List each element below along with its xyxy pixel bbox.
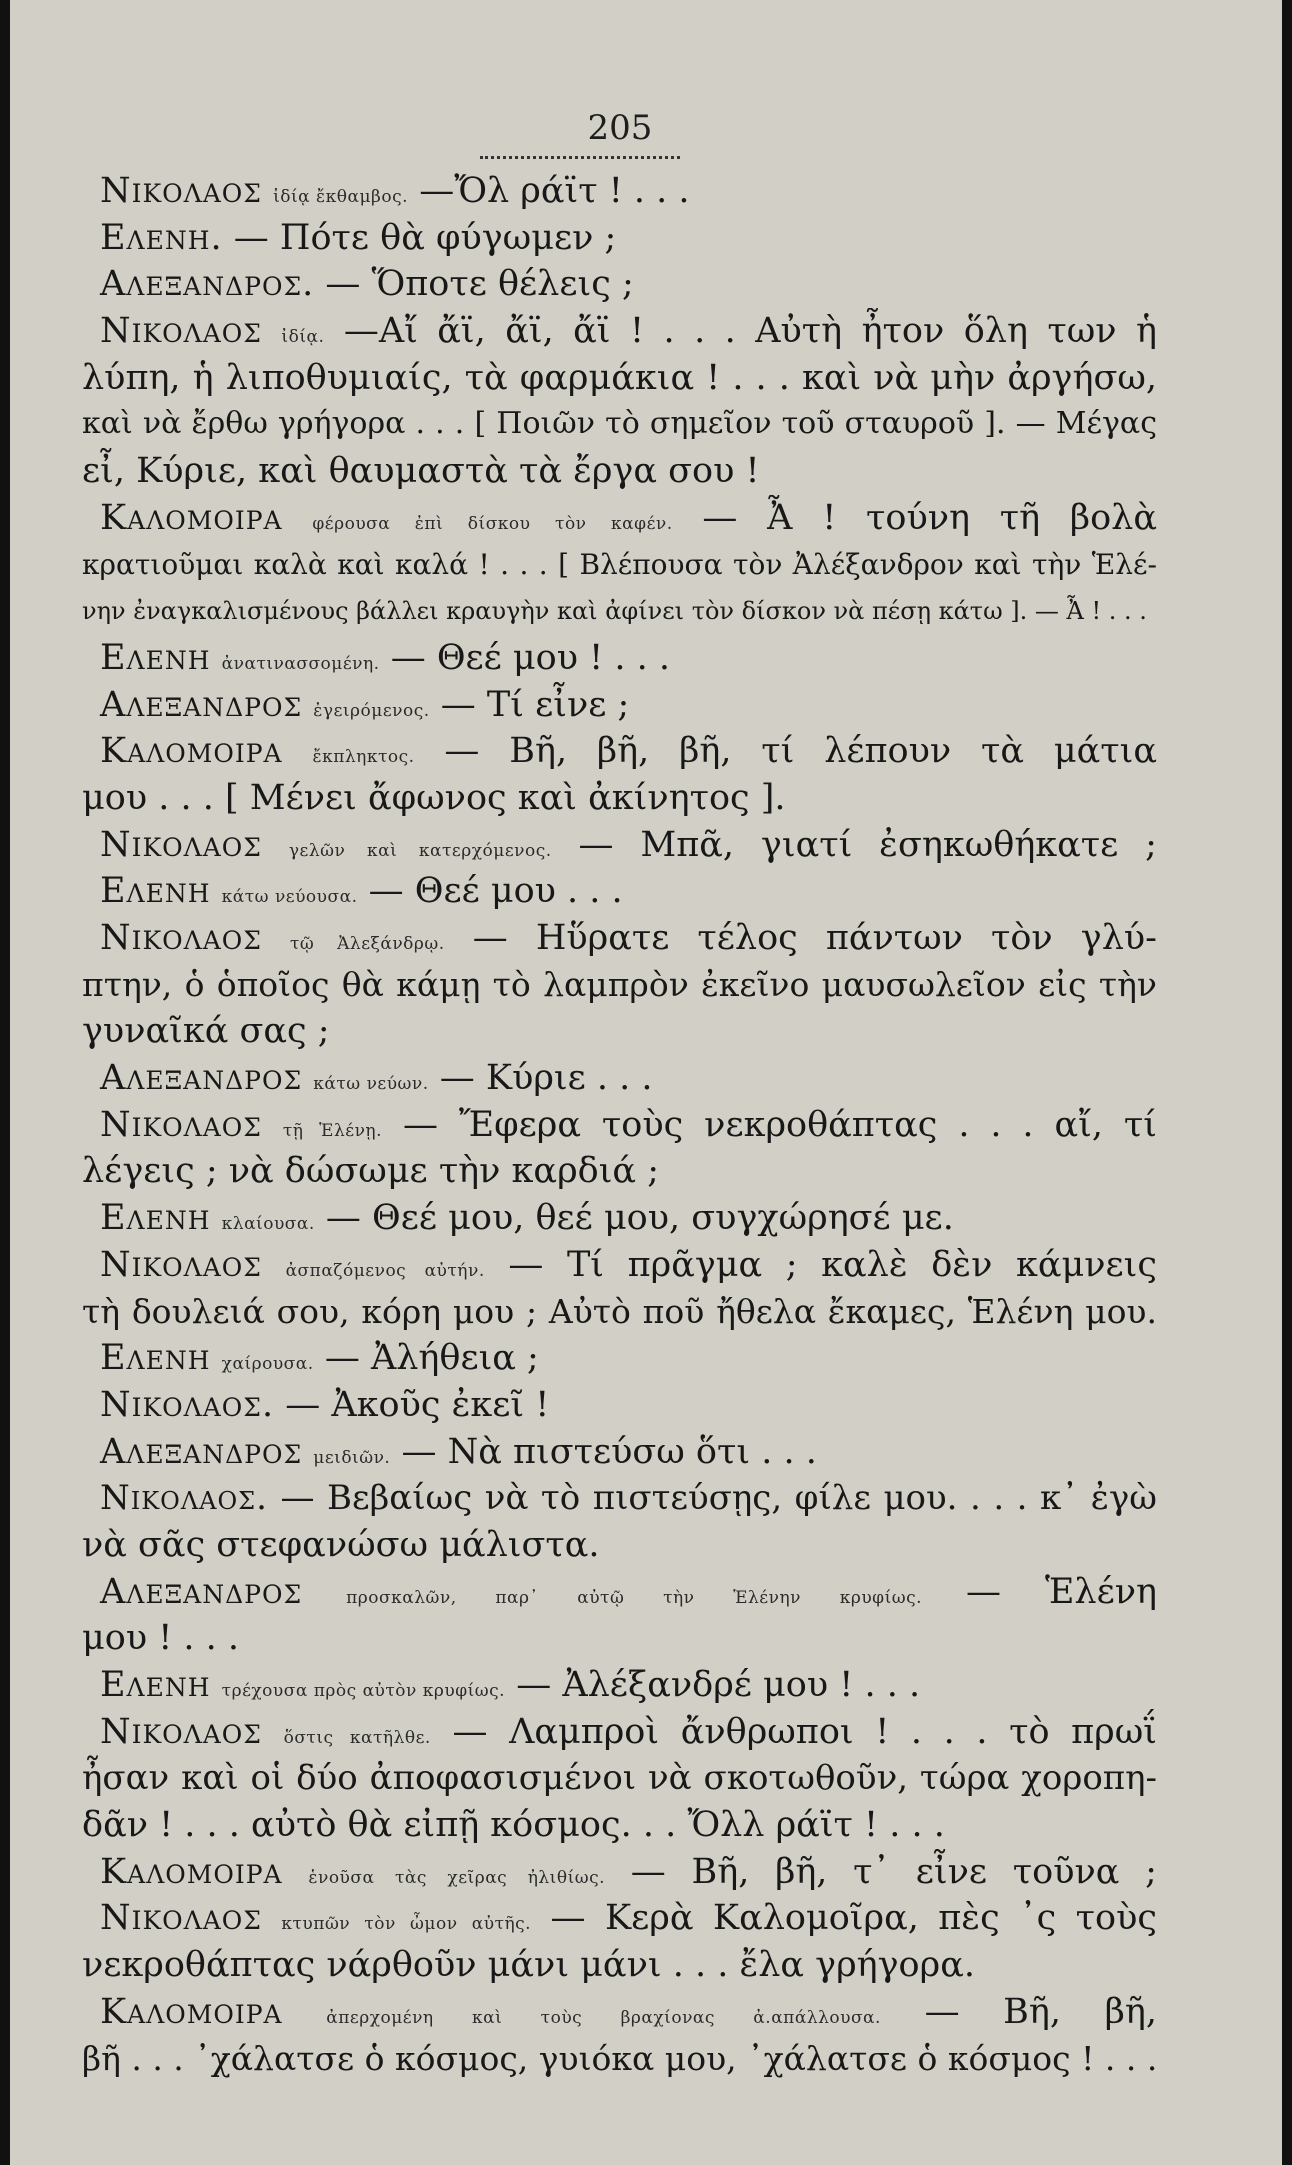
stage-direction: προσκαλῶν, παρ᾿ αὐτῷ τὴν Ἑλένην κρυφίως. <box>346 1587 923 1608</box>
line-text: — Πότε θὰ φύγωμεν ; <box>233 217 617 258</box>
text-line <box>82 1942 1157 1989</box>
text-line <box>82 308 1157 355</box>
line-text: τὴ δουλειά σου, κόρη μου ; Αὐτὸ ποῦ ἤθελα ἔκαμες, Ἑλένη μου. <box>82 1291 1157 1331</box>
text-line <box>82 401 1157 448</box>
stage-direction: κτυπῶν τὸν ὦμον αὐτῆς. <box>281 1914 532 1935</box>
stage-direction: μειδιῶν. <box>313 1447 391 1468</box>
stage-direction: ἀνατινασσομένη. <box>221 653 380 674</box>
text-line <box>82 728 1157 775</box>
text-line <box>82 495 1157 542</box>
speaker-name: Νικολαος <box>100 1898 262 1939</box>
speaker-name: Αλεξανδρος. <box>100 264 315 305</box>
page-number-rule <box>480 156 680 159</box>
stage-direction: γελῶν καὶ κατερχόμενος. <box>288 840 552 861</box>
line-text: — Ηὕρατε τέλος πάντων τὸν γλύ- <box>472 918 1157 958</box>
stage-direction: χαίρουσα. <box>221 1354 314 1375</box>
line-text: λέγεις ; νὰ δώσωμε τὴν καρδιά ; <box>82 1151 659 1192</box>
line-text: — Ἔφερα τοὺς νεκροθάπτας . . . αἴ, τί <box>402 1104 1157 1145</box>
line-text: — Λαμπροὶ ἄνθρωποι ! . . . τὸ πρωΐ <box>452 1711 1157 1752</box>
speaker-name: Ελενη <box>100 637 211 678</box>
line-text: — Ἆ ! τούνη τῆ βολὰ <box>702 497 1157 538</box>
speaker-name: Καλομοιρα <box>100 497 283 538</box>
text-line <box>82 682 1157 729</box>
book-page <box>10 0 1282 2165</box>
speaker-name: Νικολαος <box>100 311 262 352</box>
text-line <box>82 1102 1157 1149</box>
line-text: — Βῆ, βῆ, <box>924 1991 1157 2032</box>
text-line <box>82 542 1157 589</box>
stage-direction: ἰδίᾳ ἔκθαμβος. <box>273 187 409 207</box>
line-text: ἦσαν καὶ οἱ δύο ἀποφασισμένοι νὰ σκοτωθοῦν, τώρα χοροπη- <box>82 1758 1157 1799</box>
text-line <box>82 1849 1157 1896</box>
stage-direction: κάτω νεύουσα. <box>221 887 358 908</box>
line-text: — Βῆ, βῆ, τ᾿ εἶνε τοῦνα ; <box>630 1851 1157 1892</box>
line-text: —Ὄλ ράϊτ ! . . . <box>419 171 690 211</box>
line-text: μου ! . . . <box>82 1618 240 1659</box>
text-line <box>82 1148 1157 1195</box>
line-text: δᾶν ! . . . αὐτὸ θὰ εἰπῇ κόσμος. . . Ὄλλ ράϊτ ! . . . <box>82 1805 945 1846</box>
stage-direction: ἑνοῦσα τὰς χεῖρας ἠλιθίως. <box>308 1867 606 1888</box>
text-line <box>82 775 1157 822</box>
line-text: καὶ νὰ ἔρθω γρήγορα . . . [ Ποιῶν τὸ σημεῖον τοῦ σταυροῦ ]. — Μέγας <box>82 406 1157 442</box>
text-line <box>82 1802 1157 1849</box>
stage-direction: ὅστις κατῆλθε. <box>283 1727 431 1748</box>
line-text: — Ἀλέξανδρέ μου ! . . . <box>516 1665 921 1705</box>
line-text: — Βῆ, βῆ, βῆ, τί λέπουν τὰ μάτια <box>444 731 1157 772</box>
speaker-name: Νικολαος <box>100 1711 262 1752</box>
line-text: μου . . . [ Μένει ἄφωνος καὶ ἀκίνητος ]. <box>82 777 786 818</box>
line-text: — Θεέ μου, θεέ μου, συγχώρησέ με. <box>325 1198 954 1239</box>
line-text: — Κερὰ Καλομοῖρα, πὲς ᾿ς τοὺς <box>550 1898 1157 1939</box>
speaker-name: Καλομοιρα <box>100 1851 283 1892</box>
text-line <box>82 355 1157 402</box>
line-text: — Τί πρᾶγμα ; καλὲ δὲν κάμνεις <box>508 1244 1157 1285</box>
text-line <box>82 1382 1157 1429</box>
stage-direction: κλαίουσα. <box>221 1214 315 1235</box>
line-text: πτην, ὁ ὁποῖος θὰ κάμῃ τὸ λαμπρὸν ἐκεῖνο μαυσωλεῖον εἰς τὴν <box>82 964 1157 1004</box>
text-line <box>82 1522 1157 1569</box>
text-line <box>82 822 1157 869</box>
text-line <box>82 168 1157 215</box>
text-line <box>82 1055 1157 1102</box>
line-text: — Ἑλένη <box>966 1571 1157 1612</box>
stage-direction: τῇ Ἑλένῃ. <box>282 1120 382 1141</box>
text-line <box>82 448 1157 495</box>
text-line <box>82 1569 1157 1616</box>
text-line <box>82 1429 1157 1476</box>
stage-direction: τρέχουσα πρὸς αὐτὸν κρυφίως. <box>221 1681 506 1701</box>
line-text: — Βεβαίως νὰ τὸ πιστεύσῃς, φίλε μου. . . . κ᾿ ἐγὼ <box>280 1478 1157 1519</box>
speaker-name: Νικολαος <box>100 1244 262 1285</box>
stage-direction: ἐγειρόμενος. <box>313 700 430 721</box>
stage-direction: ἰδίᾳ. <box>281 327 325 348</box>
text-line <box>82 635 1157 682</box>
line-text: νην ἐναγκαλισμένους βάλλει κραυγὴν καὶ ἀφίνει τὸν δίσκον νὰ πέσῃ κάτω ]. — Ἆ ! . . . <box>82 597 1147 626</box>
line-text: γυναῖκά σας ; <box>82 1011 330 1052</box>
text-line <box>82 962 1157 1009</box>
line-text: — Τί εἶνε ; <box>440 684 630 725</box>
line-text: — Μπᾶ, γιατί ἐσηκωθήκατε ; <box>578 824 1157 865</box>
text-line <box>82 1989 1157 2036</box>
text-line <box>82 1709 1157 1756</box>
line-text: — Θεέ μου ! . . . <box>390 637 670 678</box>
speaker-name: Νικολαος <box>100 918 262 958</box>
speaker-name: Νικολαος <box>100 171 262 211</box>
speaker-name: Καλομοιρα <box>100 731 283 772</box>
line-text: νεκροθάπτας νάρθοῦν μάνι μάνι . . . ἔλα γρήγορα. <box>82 1945 975 1986</box>
line-text: εἶ, Κύριε, καὶ θαυμαστὰ τὰ ἔργα σου ! <box>82 451 760 492</box>
text-line <box>82 1662 1157 1709</box>
speaker-name: Αλεξανδρος <box>100 1571 303 1612</box>
stage-direction: ἀπερχομένη καὶ τοὺς βραχίονας ἀ.απάλλουσα. <box>326 2007 881 2028</box>
dialogue-text-block <box>82 168 1157 2082</box>
text-line <box>82 1895 1157 1942</box>
stage-direction: τῷ Ἀλεξάνδρῳ. <box>290 934 445 954</box>
line-text: — Κύριε . . . <box>439 1058 653 1099</box>
text-line <box>82 1242 1157 1289</box>
speaker-name: Νικολαος <box>100 1104 262 1145</box>
line-text: κρατιοῦμαι καλὰ καὶ καλά ! . . . [ Βλέπουσα τὸν Ἀλέξανδρον καὶ τὴν Ἑλέ- <box>82 547 1157 581</box>
speaker-name: Ελενη <box>100 1198 211 1239</box>
speaker-name: Αλεξανδρος <box>100 1431 303 1472</box>
speaker-name: Νικολαος <box>100 824 262 865</box>
text-line <box>82 261 1157 308</box>
speaker-name: Καλομοιρα <box>100 1991 283 2032</box>
page-number: 205 <box>587 108 653 148</box>
stage-direction: κάτω νεύων. <box>313 1074 429 1095</box>
stage-direction: ἔκπληκτος. <box>312 747 415 768</box>
line-text: λύπη, ἡ λιποθυμιαίς, τὰ φαρμάκια ! . . . καὶ νὰ μὴν ἀργήσω, <box>82 357 1157 398</box>
text-line <box>82 2036 1157 2083</box>
text-line <box>82 1615 1157 1662</box>
text-line <box>82 915 1157 962</box>
text-line <box>82 868 1157 915</box>
speaker-name: Αλεξανδρος <box>100 684 303 725</box>
speaker-name: Νικολαος. <box>100 1384 275 1425</box>
text-line <box>82 1008 1157 1055</box>
speaker-name: Ελενη. <box>100 217 223 258</box>
stage-direction: ἀσπαζόμενος αὐτήν. <box>285 1260 485 1281</box>
text-line <box>82 1335 1157 1382</box>
speaker-name: Ελενη <box>100 1338 211 1379</box>
text-line <box>82 1475 1157 1522</box>
text-line <box>82 1755 1157 1802</box>
text-line <box>82 215 1157 262</box>
stage-direction: φέρουσα ἐπὶ δίσκου τὸν καφέν. <box>312 513 673 534</box>
text-line <box>82 1289 1157 1336</box>
speaker-name: Αλεξανδρος <box>100 1058 303 1099</box>
line-text: βῆ . . . ᾿χάλατσε ὁ κόσμος, γυιόκα μου, ᾿χάλατσε ὁ κόσμος ! . . . <box>82 2038 1157 2078</box>
line-text: —Αἴ ἄϊ, ἄϊ, ἄϊ ! . . . Αὐτὴ ἦτον ὅλη των ἡ <box>343 311 1157 352</box>
line-text: — Θεέ μου . . . <box>368 871 623 912</box>
line-text: — Ἀκοῦς ἐκεῖ ! <box>285 1384 550 1425</box>
line-text: — Ὅποτε θέλεις ; <box>325 264 634 305</box>
text-line <box>82 588 1157 635</box>
speaker-name: Νικολαος. <box>100 1478 268 1519</box>
line-text: νὰ σᾶς στεφανώσω μάλιστα. <box>82 1524 600 1565</box>
line-text: — Ἀλήθεια ; <box>324 1338 539 1379</box>
speaker-name: Ελενη <box>100 871 211 912</box>
text-line <box>82 1195 1157 1242</box>
line-text: — Νὰ πιστεύσω ὅτι . . . <box>401 1431 817 1472</box>
speaker-name: Ελενη <box>100 1665 211 1705</box>
